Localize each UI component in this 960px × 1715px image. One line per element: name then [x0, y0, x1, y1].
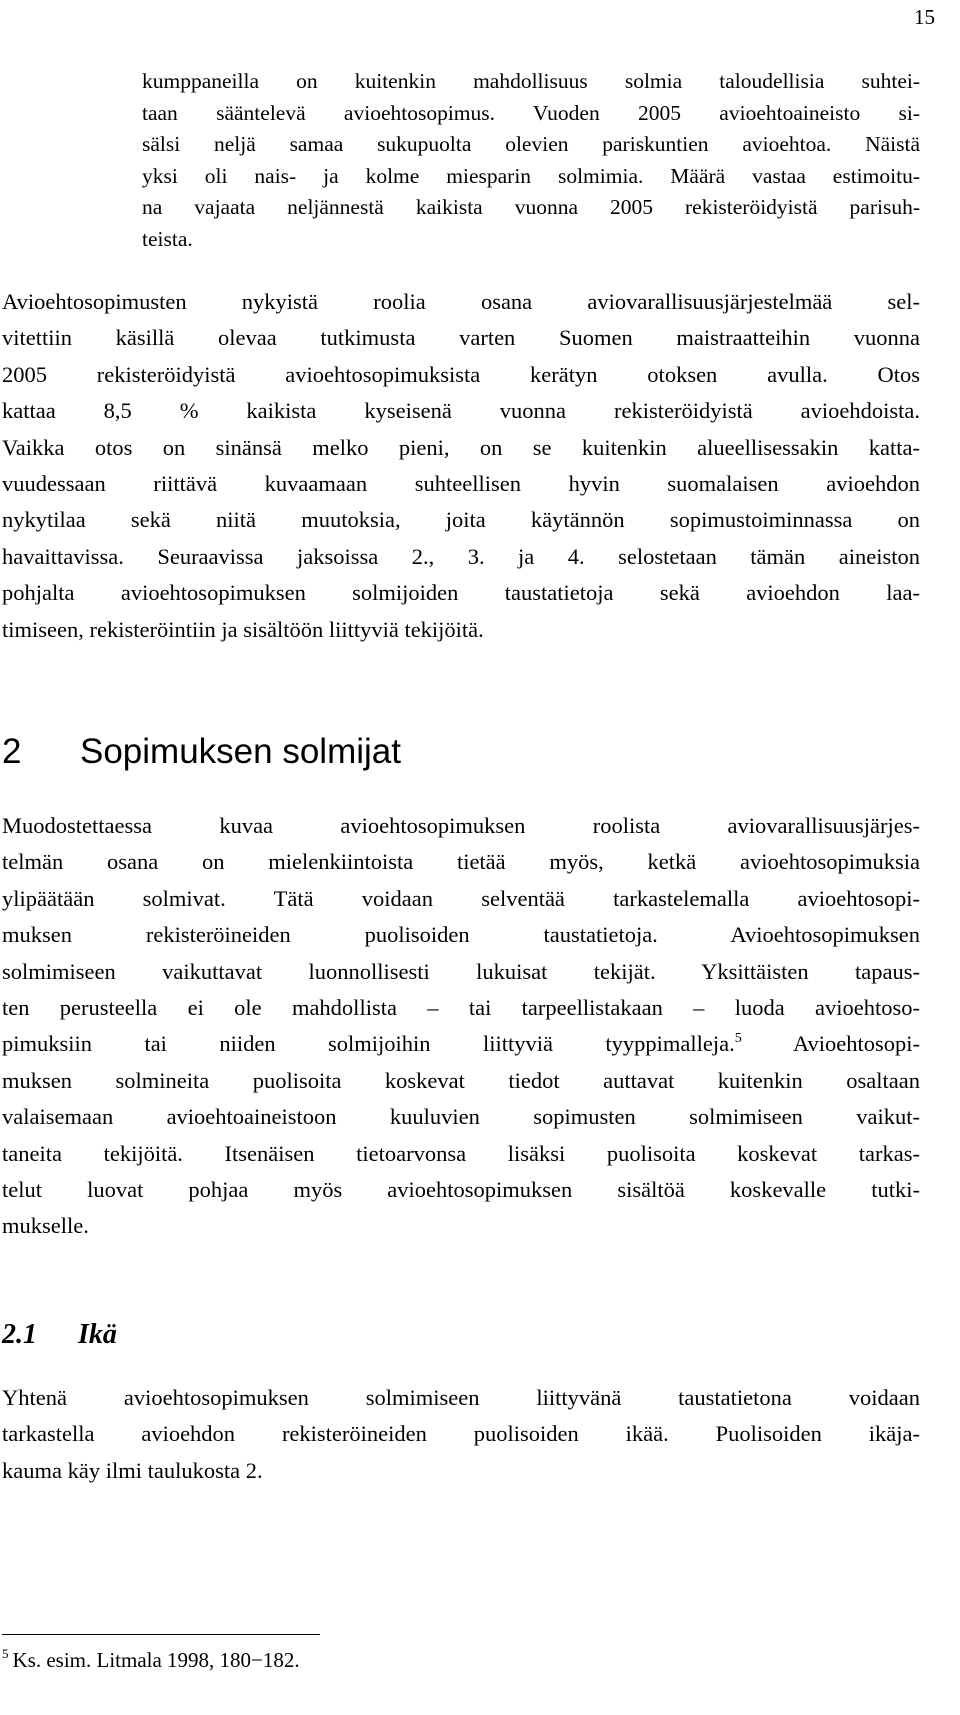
- text-fragment: Avioehtosopi-: [741, 1031, 921, 1057]
- text-line: Avioehtosopimusten nykyistä roolia osana aviovarallisuusjärjestelmää sel-: [2, 289, 920, 314]
- text-line: solmimiseen vaikuttavat luonnollisesti lukuisat tekijät. Yksittäisten tapaus-: [2, 958, 920, 984]
- text-line: telmän osana on mielenkiintoista tietää myös, ketkä avioehtosopimuksia: [2, 849, 920, 875]
- footnote: [2, 1646, 300, 1674]
- text-line: [2, 1026, 920, 1062]
- text-line: Yhtenä avioehtosopimuksen solmimiseen liittyvänä taustatietona voidaan: [2, 1385, 920, 1410]
- text-line: muksen rekisteröineiden puolisoiden taustatietoja. Avioehtosopimuksen: [2, 922, 920, 948]
- text-line: ylipäätään solmivat. Tätä voidaan selventää tarkastelemalla avioehtosopi-: [2, 885, 920, 911]
- body-paragraph-1: [2, 284, 920, 648]
- footnote-reference[interactable]: 5: [734, 1031, 742, 1047]
- text-line: pohjalta avioehtosopimuksen solmijoiden taustatietoja sekä avioehdon laa-: [2, 580, 920, 606]
- text-line: Vaikka otos on sinänsä melko pieni, on se kuitenkin alueellisessakin katta-: [2, 434, 920, 460]
- text-line: kauma käy ilmi taulukosta 2.: [2, 1457, 263, 1483]
- text-line: yksi oli nais- ja kolme miesparin solmimia. Määrä vastaa estimoitu-: [142, 163, 920, 188]
- text-line: havaittavissa. Seuraavissa jaksoissa 2., 3. ja 4. selostetaan tämän aineiston: [2, 543, 920, 569]
- section-heading: [2, 730, 401, 774]
- text-line: taan sääntelevä avioehtosopimus. Vuoden 2005 avioehtoaineisto si-: [142, 100, 920, 125]
- text-line: sälsi neljä samaa sukupuolta olevien pariskuntien avioehtoa. Näistä: [142, 132, 920, 156]
- page-number: 15: [914, 5, 935, 29]
- text-line: taneita tekijöitä. Itsenäisen tietoarvonsa lisäksi puolisoita koskevat tarkas-: [2, 1140, 920, 1166]
- text-line: timiseen, rekisteröintiin ja sisältöön liittyviä tekijöitä.: [2, 616, 484, 642]
- indented-paragraph: [142, 66, 920, 255]
- subsection-number: 2.1: [2, 1319, 37, 1350]
- subsection-title: Ikä: [78, 1319, 117, 1350]
- text-line: telut luovat pohjaa myös avioehtosopimuksen sisältöä koskevalle tutki-: [2, 1176, 920, 1202]
- text-line: vitettiin käsillä olevaa tutkimusta varten Suomen maistraatteihin vuonna: [2, 325, 920, 351]
- body-paragraph-2: [2, 808, 920, 1245]
- text-line: kumppaneilla on kuitenkin mahdollisuus solmia taloudellisia suhtei-: [142, 69, 920, 93]
- subsection-heading: [2, 1317, 117, 1353]
- text-line: mukselle.: [2, 1213, 89, 1239]
- text-line: 2005 rekisteröidyistä avioehtosopimuksista kerätyn otoksen avulla. Otos: [2, 361, 920, 387]
- text-line: Muodostettaessa kuvaa avioehtosopimuksen roolista aviovarallisuusjärjes-: [2, 813, 920, 838]
- text-line: tarkastella avioehdon rekisteröineiden puolisoiden ikää. Puolisoiden ikäja-: [2, 1421, 920, 1447]
- text-line: nykytilaa sekä niitä muutoksia, joita käytännön sopimustoiminnassa on: [2, 507, 920, 533]
- body-paragraph-3: [2, 1380, 920, 1489]
- text-line: kattaa 8,5 % kaikista kyseisenä vuonna rekisteröidyistä avioehdoista.: [2, 398, 920, 424]
- section-number: 2: [2, 732, 22, 771]
- footnote-marker: 5: [2, 1646, 9, 1661]
- section-title: Sopimuksen solmijat: [80, 732, 401, 771]
- text-line: muksen solmineita puolisoita koskevat tiedot auttavat kuitenkin osaltaan: [2, 1067, 920, 1093]
- text-line: na vajaata neljännestä kaikista vuonna 2005 rekisteröidyistä parisuh-: [142, 195, 920, 219]
- footnote-text: Ks. esim. Litmala 1998, 180−182.: [12, 1648, 300, 1672]
- text-line: valaisemaan avioehtoaineistoon kuuluvien sopimusten solmimiseen vaikut-: [2, 1104, 920, 1130]
- text-line: ten perusteella ei ole mahdollista – tai tarpeellistakaan – luoda avioehtoso-: [2, 994, 920, 1020]
- text-line: vuudessaan riittävä kuvaamaan suhteellisen hyvin suomalaisen avioehdon: [2, 470, 920, 496]
- text-fragment: pimuksiin tai niiden solmijoihin liittyviä tyyppimalleja.: [2, 1031, 735, 1057]
- text-line: teista.: [142, 226, 193, 251]
- footnote-separator: [2, 1634, 320, 1635]
